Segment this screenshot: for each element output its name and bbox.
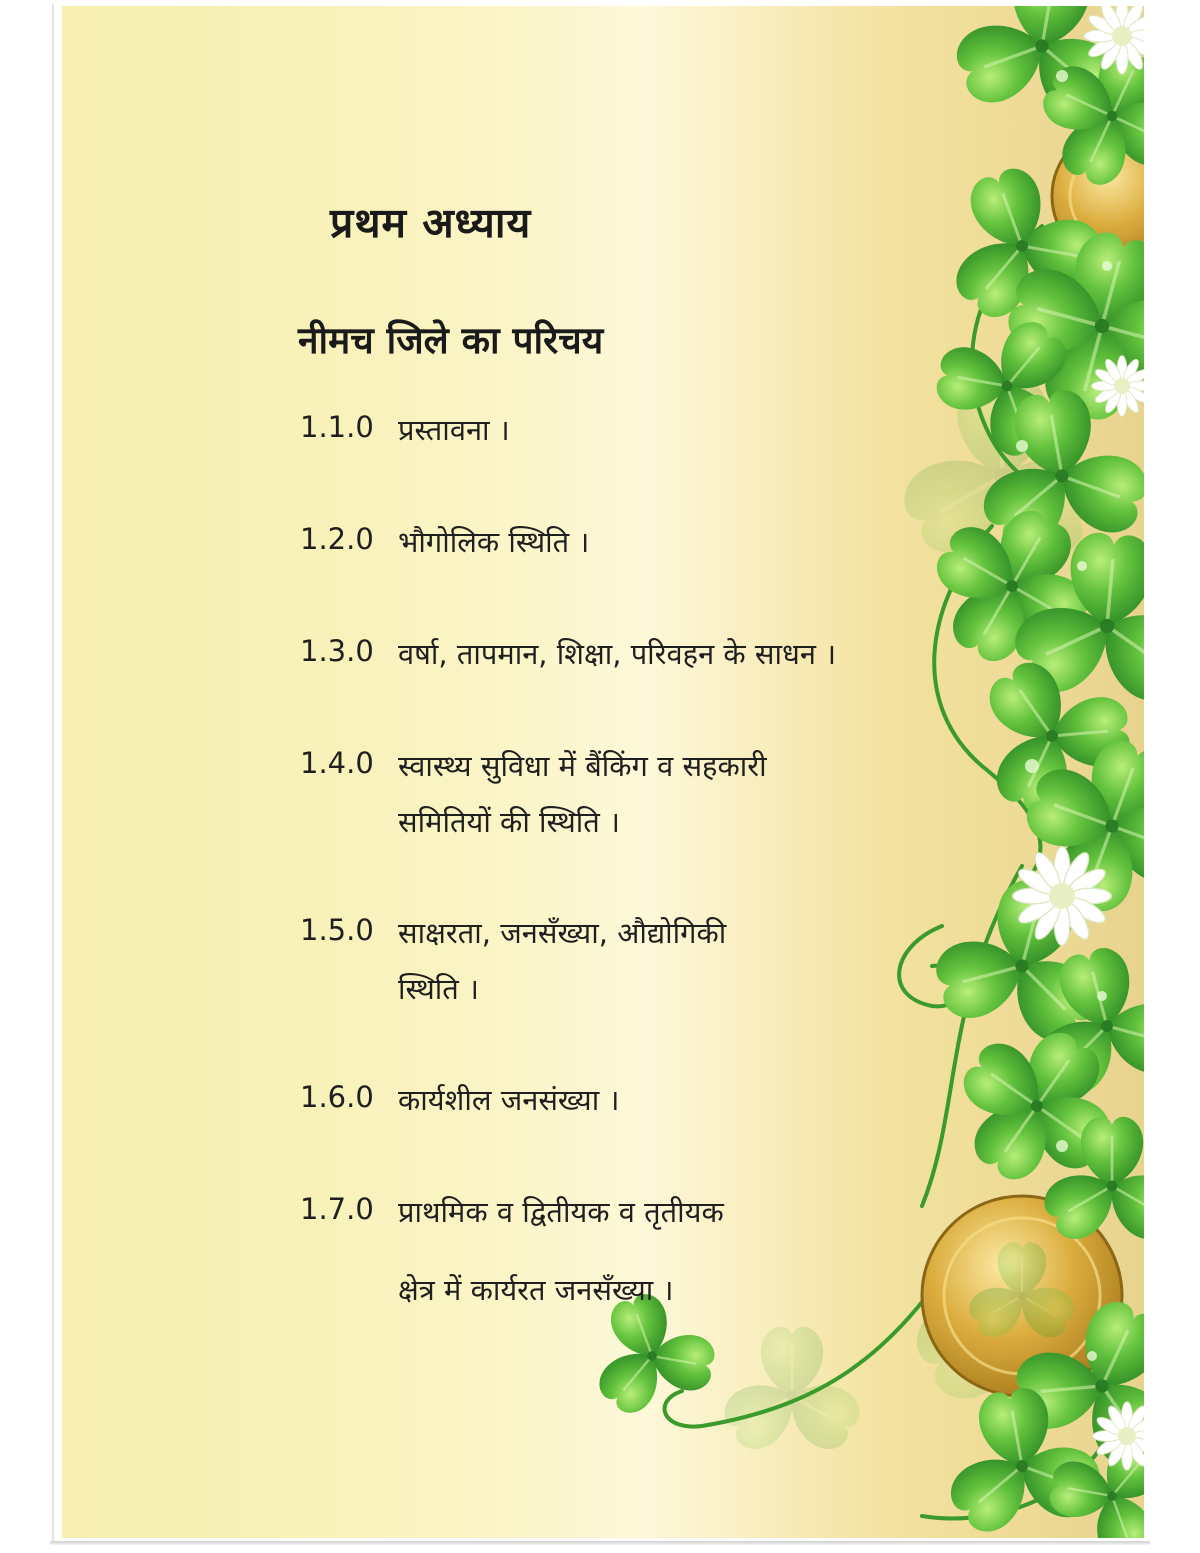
toc-item-text: प्रस्तावना । [398,413,510,447]
chapter-title: प्रथम अध्याय [330,199,532,247]
toc-item-text-continued: समितियों की स्थिति । [398,805,621,839]
toc-item-number: 1.2.0 [300,522,374,556]
toc-item-number: 1.6.0 [300,1080,374,1114]
toc-item-text: वर्षा, तापमान, शिक्षा, परिवहन के साधन । [398,637,837,671]
toc-item-text: स्वास्थ्य सुविधा में बैंकिंग व सहकारी [398,749,767,783]
toc-item-text: प्राथमिक व द्वितीयक व तृतीयक [398,1195,724,1229]
page-left-edge [52,4,54,1542]
toc-item-text: साक्षरता, जनसँख्या, औद्योगिकी [398,916,727,950]
section-heading: नीमच जिले का परिचय [298,319,604,362]
toc-item-number: 1.7.0 [300,1192,374,1226]
toc-item-number: 1.3.0 [300,634,374,668]
page-bottom-shadow [50,1541,1150,1545]
document-page [62,6,1144,1538]
toc-item-text-continued: क्षेत्र में कार्यरत जनसँख्या । [398,1273,674,1307]
toc-item-text: कार्यशील जनसंख्या । [398,1083,620,1117]
toc-item-number: 1.5.0 [300,913,374,947]
toc-item-text: भौगोलिक स्थिति । [398,525,590,559]
toc-item-number: 1.1.0 [300,410,374,444]
toc-item-number: 1.4.0 [300,746,374,780]
toc-item-text-continued: स्थिति । [398,972,479,1006]
